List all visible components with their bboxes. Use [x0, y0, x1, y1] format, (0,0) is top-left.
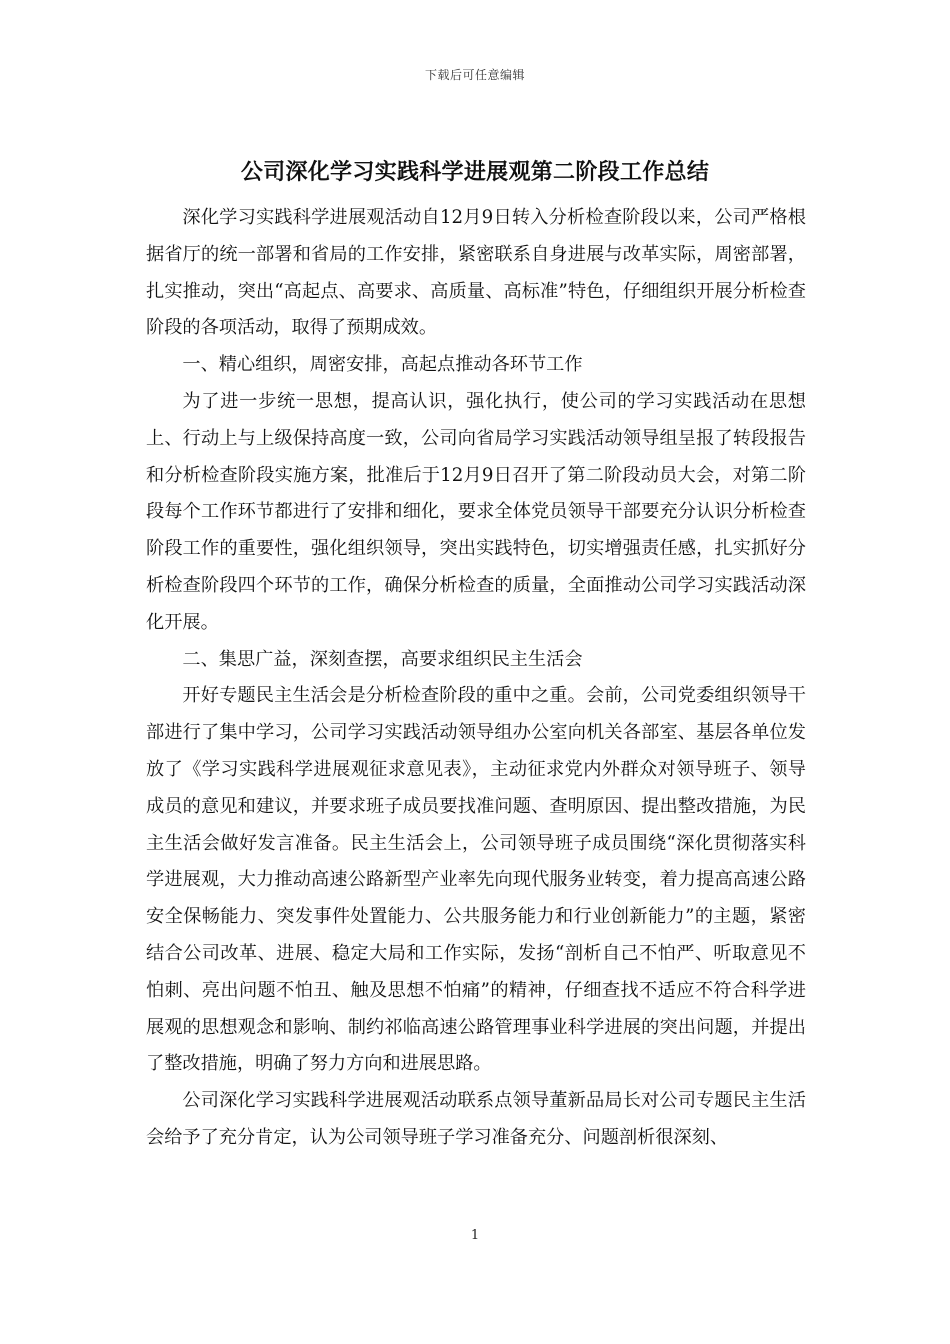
section-heading-2: 二、集思广益，深刻查摆，高要求组织民主生活会 [182, 648, 583, 670]
document-body [146, 200, 806, 1157]
document-title: 公司深化学习实践科学进展观第二阶段工作总结 [240, 159, 710, 185]
section-heading-1: 一、精心组织，周密安排，高起点推动各环节工作 [182, 354, 583, 376]
header-note: 下载后可任意编辑 [424, 68, 525, 82]
paragraph-section-1: 为了进一步统一思想，提高认识，强化执行，使公司的学习实践活动在思想上、行动上与上级保持高度一致，公司向省局学习实践活动领导组呈报了转段报告和分析检查阶段实施方案，批准后于12月9日召开了第二阶段动员大会，对第二阶段每个工作环节都进行了安排和细化，要求全体党员领导干部要充分认识分析检查阶段工作的重要性，强化组织领导，突出实践特色，切实增强责任感，扎实抓好分析检查阶段四个环节的工作，确保分析检查的质量，全面推动公司学习实践活动深化开展。 [146, 390, 806, 633]
paragraph-intro: 深化学习实践科学进展观活动自12月9日转入分析检查阶段以来，公司严格根据省厅的统一部署和省局的工作安排，紧密联系自身进展与改革实际，周密部署，扎实推动，突出“高起点、高要求、高质量、高标准”特色，仔细组织开展分析检查阶段的各项活动，取得了预期成效。 [146, 207, 806, 339]
paragraph-section-2-cont: 公司深化学习实践科学进展观活动联系点领导董新品局长对公司专题民主生活会给予了充分肯定，认为公司领导班子学习准备充分、问题剖析很深刻、 [146, 1090, 806, 1148]
page-number: 1 [470, 1228, 480, 1243]
paragraph-section-2: 开好专题民主生活会是分析检查阶段的重中之重。会前，公司党委组织领导干部进行了集中学习，公司学习实践活动领导组办公室向机关各部室、基层各单位发放了《学习实践科学进展观征求意见表》，主动征求党内外群众对领导班子、领导成员的意见和建议，并要求班子成员要找准问题、查明原因、提出整改措施，为民主生活会做好发言准备。民主生活会上，公司领导班子成员围绕“深化贯彻落实科学进展观，大力推动高速公路新型产业率先向现代服务业转变，着力提高高速公路安全保畅能力、突发事件处置能力、公共服务能力和行业创新能力”的主题，紧密结合公司改革、进展、稳定大局和工作实际，发扬“剖析自己不怕严、听取意见不怕刺、亮出问题不怕丑、触及思想不怕痛”的精神，仔细查找不适应不符合科学进展观的思想观念和影响、制约祁临高速公路管理事业科学进展的突出问题，并提出了整改措施，明确了努力方向和进展思路。 [146, 685, 806, 1075]
